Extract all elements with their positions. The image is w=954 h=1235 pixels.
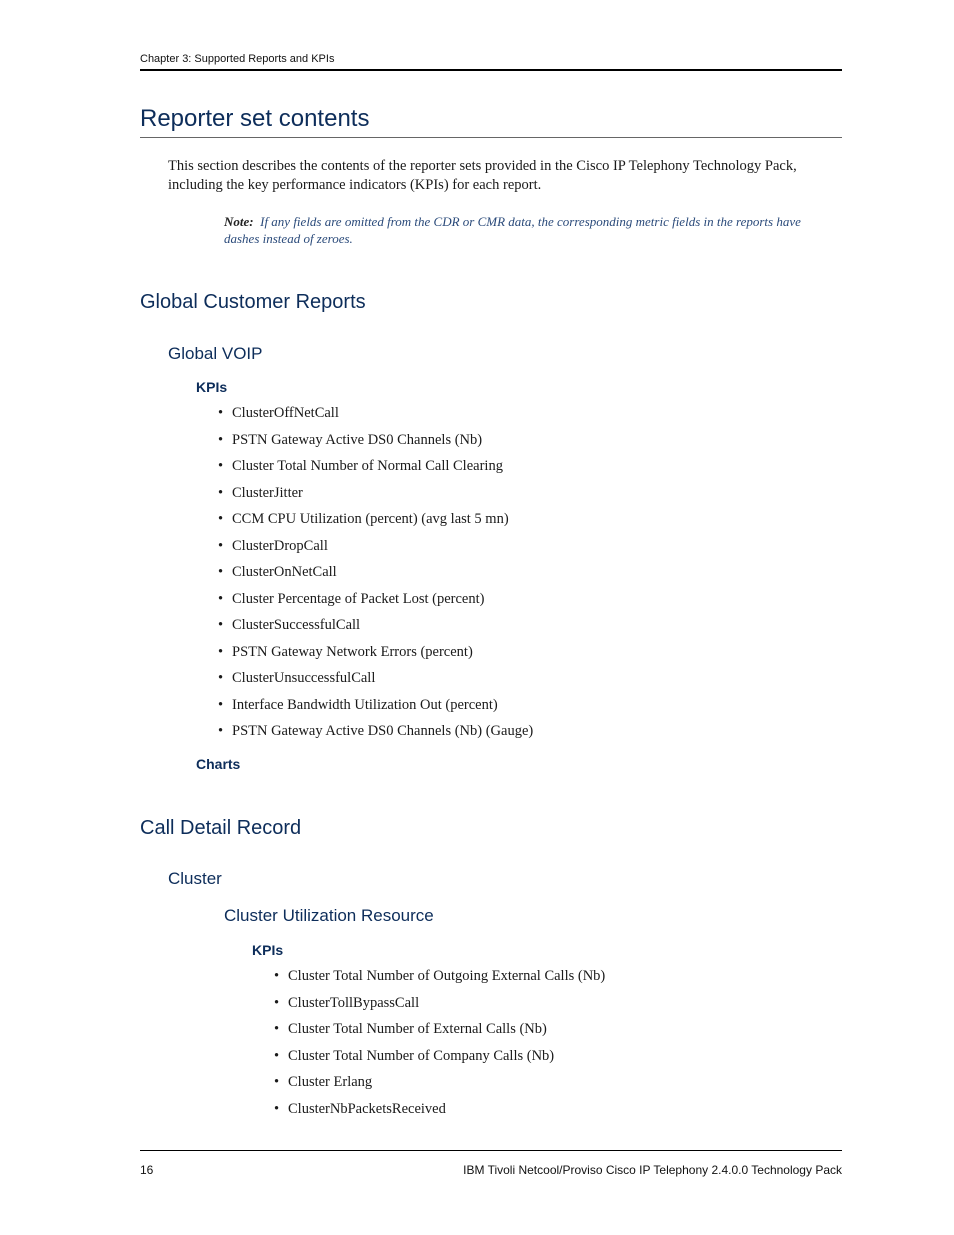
section-title: Reporter set contents [140,105,370,132]
heading-global-voip: Global VOIP [168,344,263,363]
list-item: • ClusterTollBypassCall [274,995,605,1022]
list-item: • Cluster Total Number of Outgoing External Calls (Nb) [274,968,605,995]
heading-cluster-utilization-resource: Cluster Utilization Resource [224,906,434,925]
section-title-rule [140,137,842,138]
list-item: • ClusterJitter [218,485,533,512]
list-item: • Cluster Total Number of Normal Call Clearing [218,458,533,485]
note [224,213,814,247]
list-item: • PSTN Gateway Active DS0 Channels (Nb) (Gauge) [218,723,533,750]
list-item: • ClusterNbPacketsReceived [274,1101,605,1128]
list-item: • Cluster Total Number of External Calls (Nb) [274,1021,605,1048]
heading-call-detail-record: Call Detail Record [140,817,302,839]
list-item: • ClusterOnNetCall [218,564,533,591]
list-item: • CCM CPU Utilization (percent) (avg last 5 mn) [218,511,533,538]
intro-paragraph: This section describes the contents of the reporter sets provided in the Cisco IP Telephony Technology Pack, including the key performance indicators (KPIs) for each report. [168,158,797,193]
heading-kpis: KPIs [196,379,228,395]
heading-kpis-cluster: KPIs [252,942,284,958]
footer-rule [140,1150,842,1151]
running-header: Chapter 3: Supported Reports and KPIs [140,53,335,65]
kpi-list-global-voip [218,405,533,750]
page-number: 16 [140,1163,154,1177]
list-item: • PSTN Gateway Active DS0 Channels (Nb) [218,432,533,459]
footer-doc-title: IBM Tivoli Netcool/Proviso Cisco IP Telephony 2.4.0.0 Technology Pack [463,1163,842,1177]
heading-global-customer-reports: Global Customer Reports [140,291,366,313]
heading-cluster: Cluster [168,869,222,888]
list-item: • PSTN Gateway Network Errors (percent) [218,644,533,671]
list-item: • Cluster Percentage of Packet Lost (percent) [218,591,533,618]
list-item: • Interface Bandwidth Utilization Out (percent) [218,697,533,724]
list-item: • ClusterOffNetCall [218,405,533,432]
list-item: • Cluster Total Number of Company Calls (Nb) [274,1048,605,1075]
kpi-list-cluster-utilization [274,968,605,1127]
list-item: • ClusterDropCall [218,538,533,565]
list-item: • ClusterUnsuccessfulCall [218,670,533,697]
list-item: • ClusterSuccessfulCall [218,617,533,644]
note-label: Note: [224,214,254,229]
heading-charts: Charts [196,756,241,772]
note-text: If any fields are omitted from the CDR or CMR data, the corresponding metric fields in the reports have dashes instead of zeroes. [224,214,801,246]
list-item: • Cluster Erlang [274,1074,605,1101]
header-rule [140,69,842,71]
